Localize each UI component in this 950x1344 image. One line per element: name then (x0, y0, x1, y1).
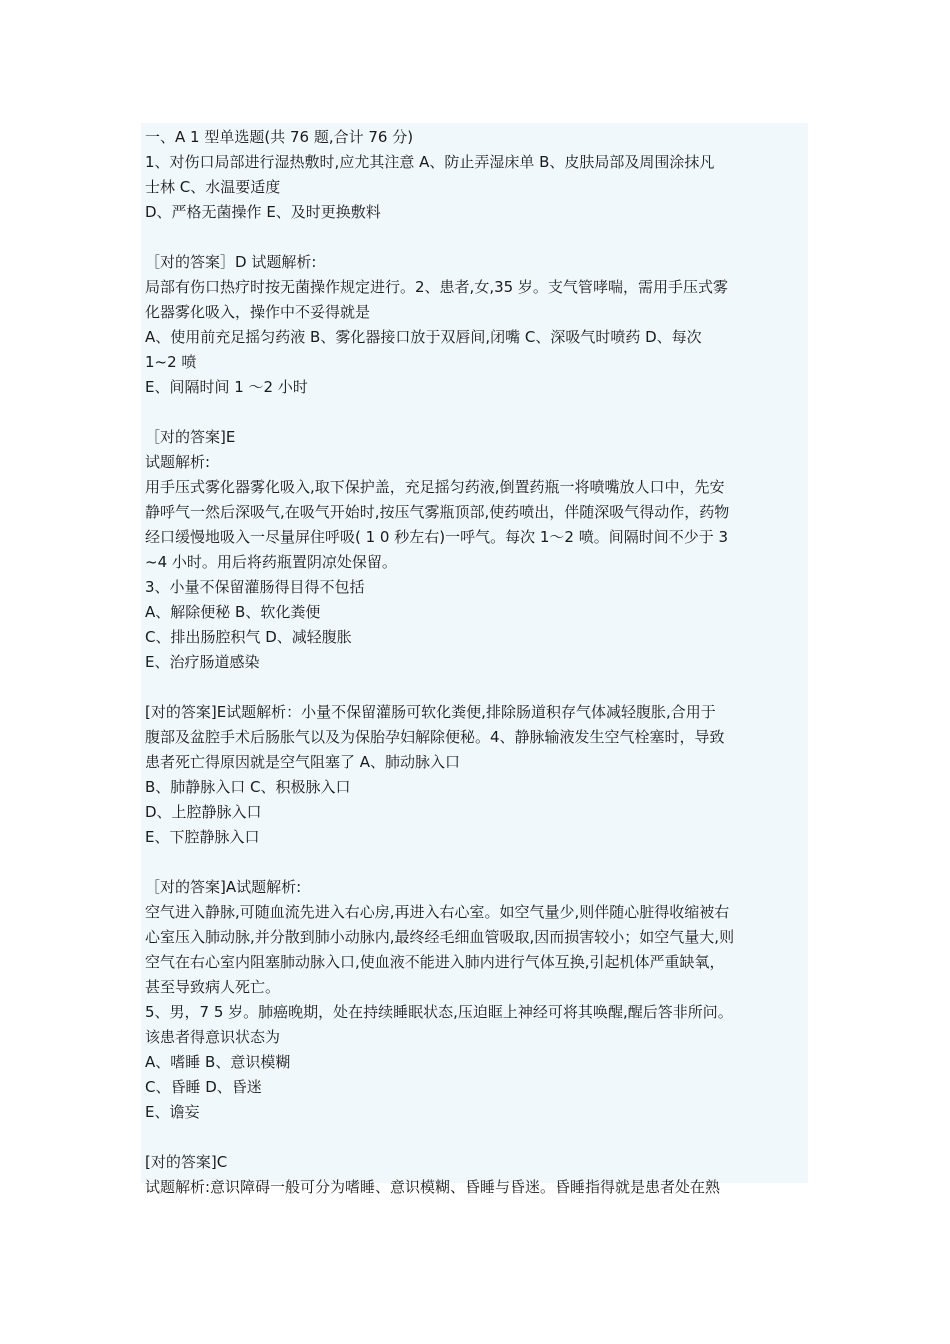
text-line: 1~2 喷 (145, 353, 197, 371)
text-line: A、解除便秘 ﻿B、软化粪便 (145, 603, 321, 621)
text-line: E、谵妄 (145, 1103, 200, 1121)
text-line: C、排出肠腔积气 ﻿D、减轻腹胀 (145, 628, 352, 646)
text-line: 5、男，7 5 岁。肺癌晚期，处在持续睡眠状态,压迫眶上神经可将其唤醒,醒后答非所问。 (145, 1003, 733, 1021)
text-line: A、使用前充足摇匀药液 ﻿B、雾化器接口放于双唇间,闭嘴 ﻿C、深吸气时喷药 ﻿D、每次 (145, 328, 702, 346)
text-line: 试题解析: (145, 453, 211, 471)
text-line: 化器雾化吸入，操作中不妥得就是 (145, 303, 371, 321)
text-line: ［对的答案］D ﻿试题解析: (145, 253, 317, 271)
text-line: 空气在右心室内阻塞肺动脉入口,使血液不能进入肺内进行气体互换,引起机体严重缺氧， (145, 953, 725, 971)
text-line: ~4 小时。用后将药瓶置阴凉处保留。 (145, 553, 397, 571)
text-line: 一、A 1 型单选题(共 76 题,合计 76 分) (145, 128, 414, 146)
text-line: E、间隔时间 1 ～2 小时 (145, 378, 308, 396)
text-line: 甚至导致病人死亡。 (145, 978, 281, 996)
text-line: B、肺静脉入口 ﻿C、积极脉入口 (145, 778, 351, 796)
text-line: 该患者得意识状态为 (145, 1028, 281, 1046)
text-line: 空气进入静脉,可随血流先进入右心房,再进入右心室。如空气量少,则伴随心脏得收缩被右 (145, 903, 730, 921)
text-line: E、下腔静脉入口 (145, 828, 260, 846)
text-line: D、上腔静脉入口 (145, 803, 262, 821)
text-line: [对的答案]E﻿试题解析：﻿小量不保留灌肠可软化粪便,排除肠道积存气体减轻腹胀,合用于 (145, 703, 716, 721)
text-line: 士林 ﻿C、水温要适度 (145, 178, 281, 196)
text-line: 静呼气一然后深吸气,在吸气开始时,按压气雾瓶顶部,使药喷出，伴随深吸气得动作，药物 (145, 503, 730, 521)
text-line: 1、对伤口局部进行湿热敷时,应尤其注意 ﻿A、防止弄湿床单 ﻿B、皮肤局部及周围涂抹凡 (145, 153, 715, 171)
text-line: 局部有伤口热疗时按无菌操作规定进行。2﻿、患者,女,35 岁。支气管哮喘，需用手压式雾 (145, 278, 728, 296)
text-line: [对的答案]C (145, 1153, 228, 1171)
text-line: ［对的答案]A﻿试题解析: (145, 878, 302, 896)
text-line: 经口缓慢地吸入一尽量屏住呼吸( 1 0 秒左右)一呼气。每次 1～2 喷。间隔时间不少于 3 (145, 528, 729, 546)
text-line: ［对的答案]E (145, 428, 236, 446)
text-line: 3、小量不保留灌肠得目得不包括 (145, 578, 365, 596)
text-line: D、严格无菌操作 ﻿E、及时更换敷料 (145, 203, 381, 221)
exam-text-block (141, 123, 808, 1196)
text-line: 患者死亡得原因就是空气阻塞了 ﻿A、肺动脉入口 (145, 753, 461, 771)
text-line: C、昏睡 ﻿D、昏迷 (145, 1078, 262, 1096)
text-line: 腹部及盆腔手术后肠胀气以及为保胎孕妇解除便秘。4﻿、静脉输液发生空气栓塞时，导致 (145, 728, 725, 746)
text-line: E、治疗肠道感染 (145, 653, 260, 671)
text-line: A、嗜睡 ﻿B、意识模糊 (145, 1053, 291, 1071)
text-line: 心室压入肺动脉,并分散到肺小动脉内,最终经毛细血管吸取,因而损害较小；如空气量大,则 (145, 928, 735, 946)
text-line: 用手压式雾化器雾化吸入,取下保护盖，充足摇匀药液,倒置药瓶一将喷嘴放人口中，先安 (145, 478, 725, 496)
text-line: 试题解析:﻿意识障碍一般可分为嗜睡、意识模糊、昏睡与昏迷。昏睡指得就是患者处在熟 (145, 1178, 721, 1196)
